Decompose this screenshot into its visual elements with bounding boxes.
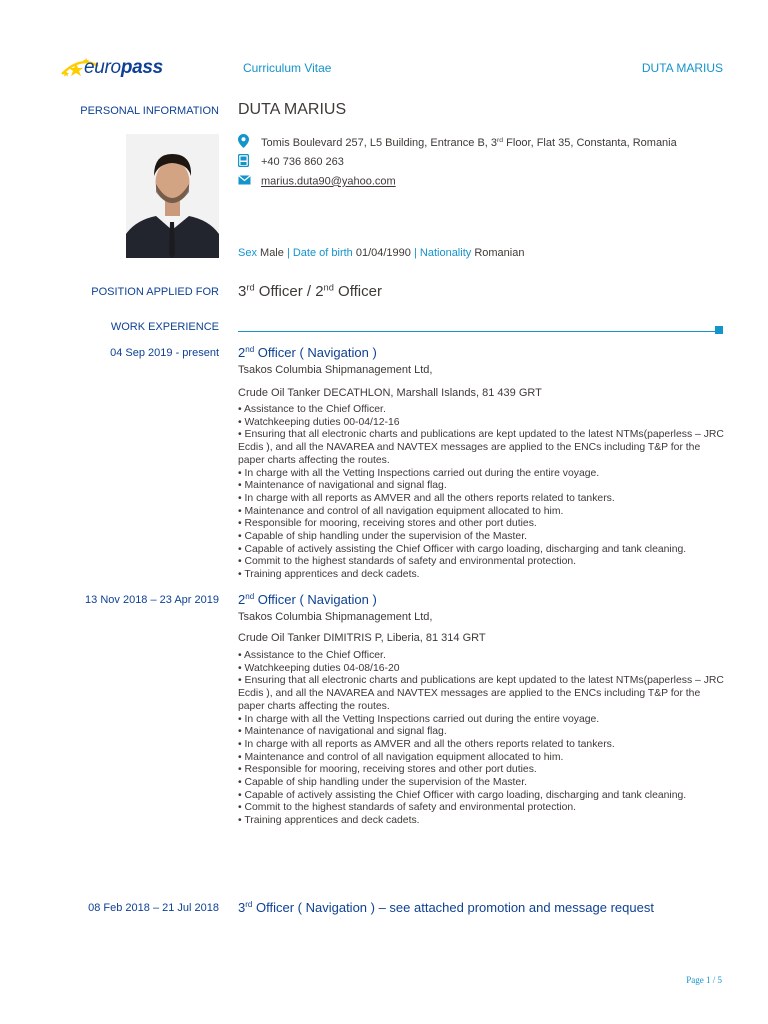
job-title [238,900,654,915]
document-title: Curriculum Vitae [243,61,332,75]
email-link[interactable]: marius.duta90@yahoo.com [261,175,396,188]
sex-value: Male [260,247,284,259]
duty-item: • In charge with all the Vetting Inspections carried out during the entire voyage. [238,467,600,479]
demographics-line [238,247,524,259]
job-title [238,345,377,360]
duty-item: • Training apprentices and deck cadets. [238,569,420,581]
position-applied-value [238,283,382,300]
phone-icon [238,154,252,170]
job-title-part: Officer ( Navigation ) [254,345,377,360]
address-part-1: Tomis Boulevard 257, L5 Building, Entrance B, 3 [261,136,498,149]
duty-item: • In charge with all reports as AMVER and all the others reports related to tankers. [238,738,615,750]
logo-text-euro: euro [84,57,121,78]
europass-logo [84,57,163,79]
phone-number: +40 736 860 263 [261,156,344,168]
duty-item: • Commit to the highest standards of safety and environmental protection. [238,802,577,814]
profile-photo [126,134,219,258]
section-divider [238,331,715,332]
job-title-sup: nd [245,592,255,602]
address-sup: rd [497,136,504,144]
duty-item: • Commit to the highest standards of safety and environmental protection. [238,556,577,568]
duty-item: • In charge with all reports as AMVER and all the others reports related to tankers. [238,492,615,504]
position-part: 3 [238,283,247,300]
duty-item: • Maintenance and control of all navigation equipment allocated to him. [238,751,564,763]
position-sup: nd [323,282,334,293]
duty-item: • Capable of actively assisting the Chief Officer with cargo loading, discharging and tank cleaning. [238,789,687,801]
job-title-part: Officer ( Navigation ) [254,592,377,607]
job-date: 13 Nov 2018 – 23 Apr 2019 [85,594,219,606]
work-experience-label: WORK EXPERIENCE [110,321,219,333]
duty-item: • Ensuring that all electronic charts and publications are kept updated to the latest NTMs(paperless – JRC Ecdis ), and all the NAVAREA and NAVTEX messages are applied to the ENCs including T&P for the paper charts affecting the routes. [238,429,724,466]
envelope-icon [238,175,252,188]
duty-item: • Assistance to the Chief Officer. [238,404,386,415]
duty-item: • Responsible for mooring, receiving stores and other port duties. [238,518,537,530]
job-vessel: Crude Oil Tanker DECATHLON, Marshall Islands, 81 439 GRT [238,387,542,399]
duty-item: • Capable of ship handling under the supervision of the Master. [238,531,527,543]
duty-item: • Capable of actively assisting the Chief Officer with cargo loading, discharging and tank cleaning. [238,543,687,555]
nationality-value: Romanian [474,247,525,259]
job-employer: Tsakos Columbia Shipmanagement Ltd, [238,611,433,623]
separator: | [286,247,290,259]
duty-item: • Maintenance of navigational and signal flag. [238,726,447,738]
duty-item: • In charge with all the Vetting Inspections carried out during the entire voyage. [238,713,600,725]
duty-item: • Capable of ship handling under the supervision of the Master. [238,777,527,789]
map-pin-icon [238,134,252,151]
separator: | [413,247,417,259]
duty-item: • Ensuring that all electronic charts and publications are kept updated to the latest NTMs(paperless – JRC Ecdis ), and all the NAVAREA and NAVTEX messages are applied to the ENCs including T&P for the paper charts affecting the routes. [238,675,724,712]
job-title-part: Officer ( Navigation ) – see attached promotion and message request [252,900,654,915]
position-part: Officer / 2 [254,283,324,300]
address-text [261,137,677,149]
job-title-part: 2 [238,345,246,360]
job-title-sup: nd [245,345,255,355]
job-date: 08 Feb 2018 – 21 Jul 2018 [88,902,219,914]
email-row [238,175,396,188]
duty-item: • Maintenance of navigational and signal flag. [238,480,447,492]
job-date: 04 Sep 2019 - present [110,347,219,359]
duty-item: • Assistance to the Chief Officer. [238,650,386,661]
job-title [238,592,377,607]
nationality-label: Nationality [419,247,472,259]
job-title-sup: rd [245,900,253,910]
personal-information-label: PERSONAL INFORMATION [80,105,219,117]
duty-item: • Watchkeeping duties 04-08/16-20 [238,662,400,674]
address-part-2: Floor, Flat 35, Constanta, Romania [503,136,677,149]
page-number: Page 1 / 5 [686,975,722,985]
profile-photo-image [126,134,219,258]
job-title-part: 3 [238,900,246,915]
position-sup: rd [246,282,255,293]
logo-text-pass: pass [120,57,163,78]
job-employer: Tsakos Columbia Shipmanagement Ltd, [238,364,433,376]
job-duties-list [238,650,724,828]
position-applied-label: POSITION APPLIED FOR [91,286,219,298]
job-title-part: 2 [238,592,246,607]
address-row [238,134,677,151]
duty-item: • Watchkeeping duties 00-04/12-16 [238,416,400,428]
job-vessel: Crude Oil Tanker DIMITRIS P, Liberia, 81 314 GRT [238,632,486,644]
person-name: DUTA MARIUS [238,101,347,118]
duty-item: • Training apprentices and deck cadets. [238,815,420,827]
phone-row [238,154,344,170]
dob-value: 01/04/1990 [355,247,411,259]
duty-item: • Maintenance and control of all navigation equipment allocated to him. [238,505,564,517]
header-name: DUTA MARIUS [641,61,723,75]
dob-label: Date of birth [292,247,353,259]
sex-label: Sex [238,247,257,259]
job-duties-list [238,404,724,582]
duty-item: • Responsible for mooring, receiving stores and other port duties. [238,764,537,776]
section-divider-square [715,326,723,334]
position-part: Officer [333,283,382,300]
